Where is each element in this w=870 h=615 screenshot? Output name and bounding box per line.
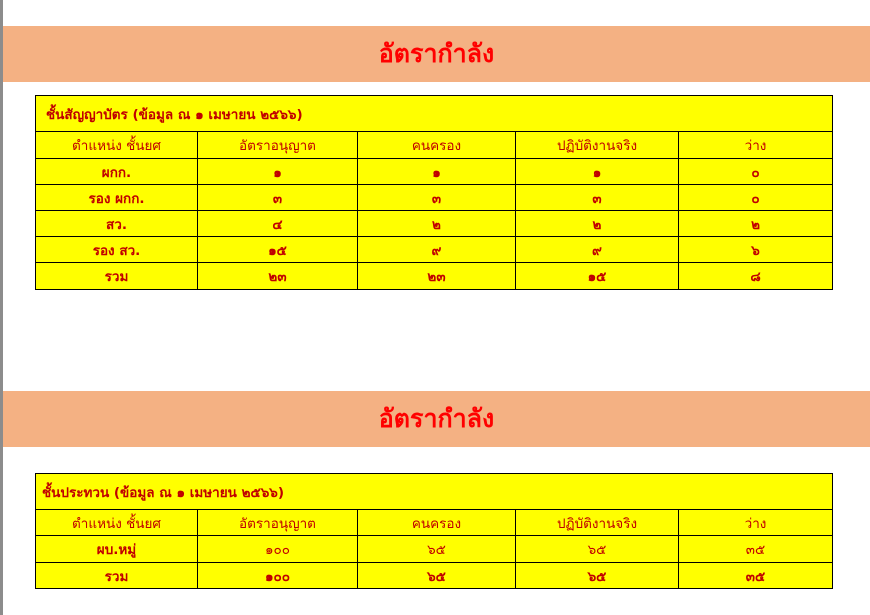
cell-occupied: ๒ — [358, 211, 516, 237]
cell-vacant: ๒ — [679, 211, 833, 237]
header-occupied: คนครอง — [358, 132, 516, 159]
cell-occupied: ๖๕ — [358, 536, 516, 563]
header-authorized: อัตราอนุญาต — [198, 510, 358, 536]
cell-occupied: ๓ — [358, 185, 516, 211]
cell-on-duty: ๖๕ — [516, 563, 679, 589]
cell-authorized: ๓ — [198, 185, 358, 211]
table-caption: ชั้นสัญญาบัตร (ข้อมูล ณ ๑ เมษายน ๒๕๖๖) — [36, 96, 833, 132]
cell-authorized: ๔ — [198, 211, 358, 237]
banner-title: อัตรากำลัง — [378, 404, 495, 433]
cell-rank: สว. — [36, 211, 198, 237]
cell-on-duty: ๑ — [516, 159, 679, 185]
cell-rank: รวม — [36, 263, 198, 290]
cell-rank: รวม — [36, 563, 198, 589]
table-row — [36, 211, 833, 237]
table-row — [36, 536, 833, 563]
commissioned-officers-table — [35, 95, 833, 290]
table-caption: ชั้นประทวน (ข้อมูล ณ ๑ เมษายน ๒๕๖๖) — [36, 474, 833, 510]
cell-on-duty: ๒ — [516, 211, 679, 237]
header-occupied: คนครอง — [358, 510, 516, 536]
cell-occupied: ๒๓ — [358, 263, 516, 290]
table-total-row — [36, 263, 833, 290]
cell-on-duty: ๑๕ — [516, 263, 679, 290]
cell-authorized: ๑๕ — [198, 237, 358, 263]
cell-authorized: ๑ — [198, 159, 358, 185]
cell-vacant: ๓๕ — [679, 563, 833, 589]
header-on-duty: ปฏิบัติงานจริง — [516, 510, 679, 536]
cell-rank: รอง ผกก. — [36, 185, 198, 211]
noncommissioned-officers-table — [35, 473, 833, 589]
table-row — [36, 185, 833, 211]
cell-vacant: ๘ — [679, 263, 833, 290]
cell-rank: ผบ.หมู่ — [36, 536, 198, 563]
cell-on-duty: ๓ — [516, 185, 679, 211]
header-rank: ตำแหน่ง ชั้นยศ — [36, 132, 198, 159]
table-row — [36, 159, 833, 185]
cell-authorized: ๑๐๐ — [198, 563, 358, 589]
cell-vacant: ๖ — [679, 237, 833, 263]
section-banner-commissioned — [3, 26, 870, 82]
cell-rank: ผกก. — [36, 159, 198, 185]
table-header-row — [36, 132, 833, 159]
cell-authorized: ๑๐๐ — [198, 536, 358, 563]
header-authorized: อัตราอนุญาต — [198, 132, 358, 159]
cell-rank: รอง สว. — [36, 237, 198, 263]
cell-occupied: ๙ — [358, 237, 516, 263]
banner-title: อัตรากำลัง — [378, 39, 495, 68]
cell-on-duty: ๖๕ — [516, 536, 679, 563]
cell-authorized: ๒๓ — [198, 263, 358, 290]
table-total-row — [36, 563, 833, 589]
header-vacant: ว่าง — [679, 510, 833, 536]
cell-vacant: ๐ — [679, 159, 833, 185]
cell-occupied: ๖๕ — [358, 563, 516, 589]
cell-vacant: ๓๕ — [679, 536, 833, 563]
section-banner-noncommissioned — [3, 391, 870, 447]
cell-occupied: ๑ — [358, 159, 516, 185]
table-caption-row — [36, 96, 833, 132]
table-row — [36, 237, 833, 263]
header-rank: ตำแหน่ง ชั้นยศ — [36, 510, 198, 536]
header-on-duty: ปฏิบัติงานจริง — [516, 132, 679, 159]
cell-on-duty: ๙ — [516, 237, 679, 263]
cell-vacant: ๐ — [679, 185, 833, 211]
header-vacant: ว่าง — [679, 132, 833, 159]
page-left-border — [0, 0, 3, 615]
table-header-row — [36, 510, 833, 536]
table-caption-row — [36, 474, 833, 510]
